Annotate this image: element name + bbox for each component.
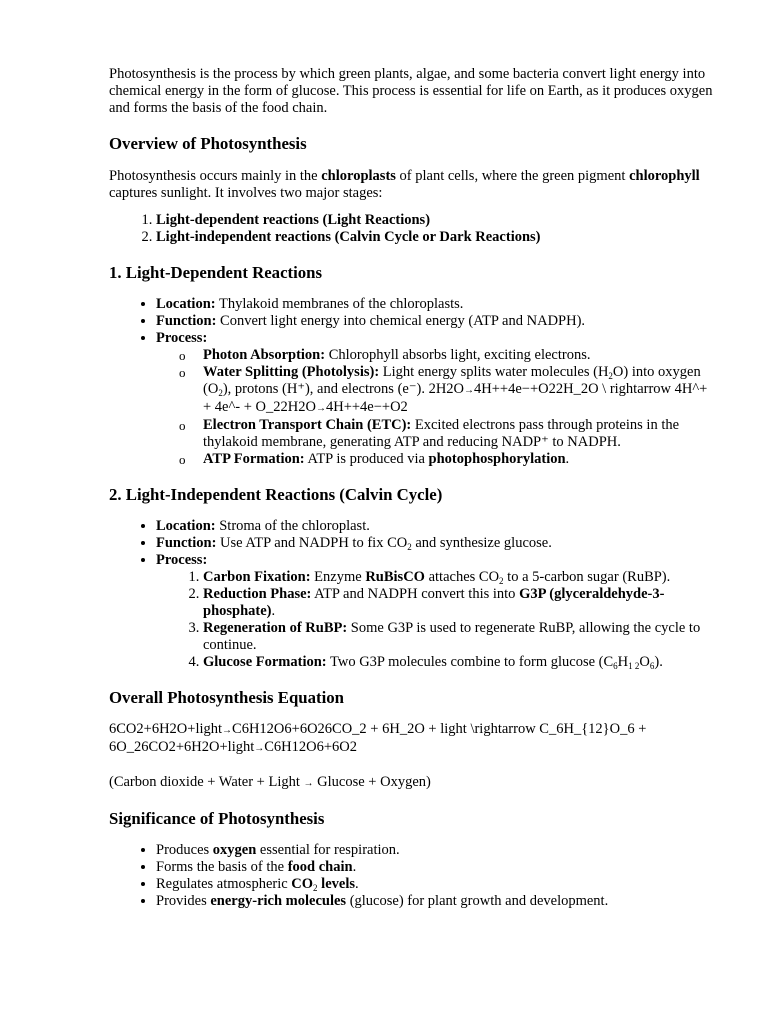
light-independent-heading: 2. Light-Independent Reactions (Calvin Cycle) — [109, 485, 443, 504]
list-item: • Produces oxygen essential for respiration. — [156, 842, 719, 859]
intro-paragraph: Photosynthesis is the process by which green plants, algae, and some bacteria convert light energy into chemical energy in the form of glucose. This process is essential for life on Earth, as it produces oxygen and forms the basis of the food chain. — [109, 66, 713, 116]
overview-paragraph: Photosynthesis occurs mainly in the chloroplasts of plant cells, where the green pigment chlorophyll captures sunlight. It involves two major stages: — [109, 168, 700, 201]
significance-list — [109, 842, 719, 910]
list-item: • Provides energy-rich molecules (glucose) for plant growth and development. — [156, 893, 719, 910]
list-item: • Location: Stroma of the chloroplast. — [156, 518, 719, 535]
list-item: • Process: o Photon Absorption: Chlorophyll absorbs light, exciting electrons. o Water Splitting (Photolysis): Light energy splits water molecules $(H_2O)$ into oxygen $(O_2)$, protons (H⁺), and electrons (e⁻). 2H2O→4H++4e−+O22H_2O \ rightarrow 4H^+ + 4e^- + O_22H2O→4H++4e−+O2 o Electron Transport Chain (ETC): Excited electrons pass through proteins in the thylakoid membrane, generating ATP and reducing NADP⁺ to NADPH. o ATP Formation: ATP is produced via photophosphorylation. — [156, 330, 719, 468]
arrow-icon: → — [464, 385, 475, 396]
equation-heading: Overall Photosynthesis Equation — [109, 688, 344, 707]
list-item: 2. Light-independent reactions (Calvin Cycle or Dark Reactions) — [156, 229, 719, 246]
light-dependent-list — [109, 296, 719, 468]
arrow-icon: → — [254, 743, 265, 754]
list-item: • Function: Convert light energy into chemical energy (ATP and NADPH). — [156, 313, 719, 330]
list-item: 2. Reduction Phase: ATP and NADPH convert this into G3P (glyceraldehyde-3-phosphate). — [203, 586, 719, 620]
list-item: o Water Splitting (Photolysis): Light energy splits water molecules $(H_2O)$ into oxygen $(O_2)$, protons (H⁺), and electrons (e⁻). 2H2O→4H++4e−+O22H_2O \ rightarrow 4H^+ + 4e^- + O_22H2O→4H++4e−+O2 — [203, 364, 719, 417]
list-item: 1. Carbon Fixation: Enzyme RuBisCO attaches $CO_2$ to a 5-carbon sugar (RuBP). — [203, 569, 719, 586]
arrow-icon: → — [315, 403, 326, 414]
significance-heading: Significance of Photosynthesis — [109, 809, 325, 828]
list-item: • Location: Thylakoid membranes of the chloroplasts. — [156, 296, 719, 313]
stages-list — [109, 212, 719, 246]
list-item: • Function: Use ATP and NADPH to fix $CO_2$ and synthesize glucose. — [156, 535, 719, 552]
arrow-icon: → — [222, 725, 233, 736]
chloroplasts-term: chloroplasts — [321, 168, 396, 184]
equation-words: (Carbon dioxide + Water + Light → Glucose + Oxygen) — [109, 774, 431, 790]
list-item: o Photon Absorption: Chlorophyll absorbs light, exciting electrons. — [203, 347, 719, 364]
light-dependent-process-list — [156, 347, 719, 468]
light-dependent-heading: 1. Light-Dependent Reactions — [109, 263, 323, 282]
document-page — [109, 66, 719, 910]
chlorophyll-term: chlorophyll — [629, 168, 700, 184]
list-item: • Forms the basis of the food chain. — [156, 859, 719, 876]
list-item: o ATP Formation: ATP is produced via photophosphorylation. — [203, 451, 719, 468]
equation-paragraph: 6CO2+6H2O+light→C6H12O6+6O26CO_2 + 6H_2O + light \rightarrow C_6H_{12}O_6 + 6O_26CO2+6H2O+light→C6H12O6+6O2 — [109, 721, 647, 755]
calvin-process-list — [156, 569, 719, 671]
list-item: o Electron Transport Chain (ETC): Excited electrons pass through proteins in the thylakoid membrane, generating ATP and reducing NADP⁺ to NADPH. — [203, 417, 719, 451]
overview-heading: Overview of Photosynthesis — [109, 134, 307, 153]
light-independent-list — [109, 518, 719, 671]
arrow-icon: → — [303, 778, 314, 789]
list-item: 3. Regeneration of RuBP: Some G3P is used to regenerate RuBP, allowing the cycle to continue. — [203, 620, 719, 654]
list-item: 1. Light-dependent reactions (Light Reactions) — [156, 212, 719, 229]
list-item: • Process: 1. Carbon Fixation: Enzyme RuBisCO attaches $CO_2$ to a 5-carbon sugar (RuBP). 2. Reduction Phase: ATP and NADPH convert this into G3P (glyceraldehyde-3-phosphate). 3. Regeneration of RuBP: Some G3P is used to regenerate RuBP, allowing the cycle to continue. 4. Glucose Formation: Two G3P molecules combine to form glucose $(C_6H_{1 2}O_6)$. — [156, 552, 719, 671]
list-item: 4. Glucose Formation: Two G3P molecules combine to form glucose $(C_6H_{1 2}O_6)$. — [203, 654, 719, 671]
list-item: • Regulates atmospheric $CO_2$ levels. — [156, 876, 719, 893]
